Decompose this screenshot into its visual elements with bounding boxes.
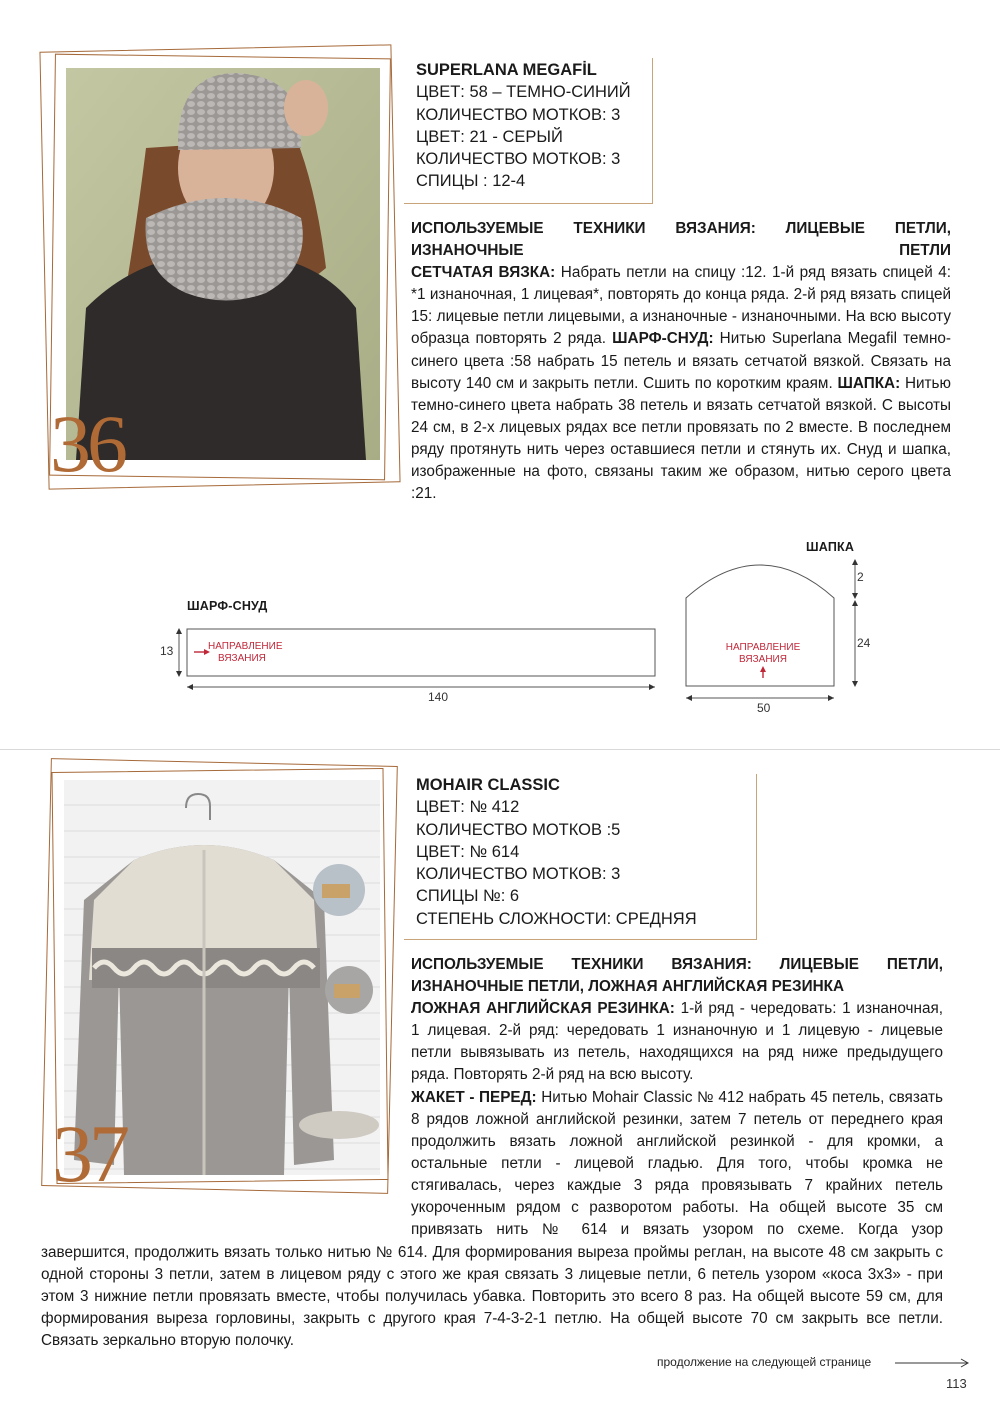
hat-top-dimension: 2: [857, 570, 864, 584]
jacket-front-text: Нитью Mohair Classic № 412 набрать 45 петель, связать 8 рядов ложной английской резинки, затем 7 петель от переднего края продолжить вязать ложной английской резинкой - для кромки, а остальные петли - лицевой гладью. Для того, чтобы кромка не стягивалась, через каждые 3 ряда провязывать 7 крайних петель укороченным рядом с разворотом работы. На общей высоте 35 см привязать нить № 614 и вязать узором по схеме. Когда узор: [411, 1088, 943, 1239]
hat-diagram: [680, 552, 880, 722]
page-number: 113: [946, 1376, 967, 1391]
rib-text: 1-й ряд - чередовать: 1 изнаночная, 1 лицевая. 2-й ряд: чередовать 1 изнаночную и 1 лицевую - лицевые петли вывязывать из петель, находящихся на ряд ниже предыдущего ряда. Повторять 2-й ряд на всю высоту.: [411, 1000, 944, 1084]
knitting-direction-label: [718, 642, 808, 666]
info-border: [756, 774, 757, 940]
info-border: [404, 939, 757, 940]
yarn-detail: ЦВЕТ: № 614: [416, 842, 520, 861]
direction-line: НАПРАВЛЕНИЕ: [725, 642, 801, 653]
pattern-36-yarn-info: [416, 59, 631, 193]
scarf-snood-title: ШАРФ-СНУД:: [612, 330, 714, 348]
mesh-stitch-text: Набрать петли на спицу :12. 1-й ряд вязать спицей 4: *1 изнаночная, 1 лицевая*, повторять до конца ряда. 2-й ряд вязать спицей 15: лицевые петли лицевыми, а изнаночные - изнаночными. На всю высоту образца повторять 2 ряда.: [411, 264, 951, 348]
techniques-heading: ИСПОЛЬЗУЕМЫЕ ТЕХНИКИ ВЯЗАНИЯ: ЛИЦЕВЫЕ ПЕТЛИ, ИЗНАНОЧНЫЕ ПЕТЛИ: [411, 220, 951, 260]
hat-height-dimension: 24: [857, 636, 871, 650]
mesh-stitch-title: СЕТЧАТАЯ ВЯЗКА:: [411, 264, 556, 282]
info-border: [652, 58, 653, 204]
yarn-detail: ЦВЕТ: 21 - СЕРЫЙ: [416, 127, 563, 146]
section-divider: [0, 749, 1000, 750]
pattern-37-instructions: [411, 954, 943, 1241]
hat-title: ШАПКА:: [837, 374, 901, 392]
yarn-name: MOHAIR CLASSIC: [416, 776, 560, 794]
direction-line: ВЯЗАНИЯ: [218, 653, 266, 664]
yarn-detail: СПИЦЫ №: 6: [416, 887, 520, 906]
jacket-front-title: ЖАКЕТ - ПЕРЕД:: [411, 1088, 537, 1106]
pattern-number: 36: [50, 398, 124, 489]
yarn-detail: КОЛИЧЕСТВО МОТКОВ: 3: [416, 865, 621, 884]
yarn-detail: СПИЦЫ : 12-4: [416, 172, 526, 191]
hat-label: ШАПКА: [806, 540, 855, 554]
knitting-direction-label: [208, 641, 283, 665]
scarf-label: ШАРФ-СНУД: [187, 599, 268, 613]
techniques-heading: ИЗНАНОЧНЫЕ ПЕТЛИ, ЛОЖНАЯ АНГЛИЙСКАЯ РЕЗИНКА: [411, 978, 845, 996]
direction-line: ВЯЗАНИЯ: [739, 654, 787, 665]
hat-text: Нитью темно-синего цвета набрать 38 петель и вязать сетчатой вязкой. С высоты 24 см, в 2-х лицевых рядах все петли провязать по 2 вместе. В последнем ряду протянуть нить через оставшиеся петли и стянуть их. Снуд и шапка, изображенные на фото, связаны таким же образом, нитью серого цвета :21.: [411, 374, 952, 503]
arrow-right-icon: [895, 1356, 971, 1370]
yarn-name: SUPERLANA MEGAFİL: [416, 61, 597, 79]
scarf-diagram: [160, 620, 680, 710]
yarn-detail: ЦВЕТ: 58 – ТЕМНО-СИНИЙ: [416, 83, 631, 102]
pattern-37-instructions-continued: [41, 1242, 943, 1352]
scarf-height-dimension: 13: [160, 644, 174, 658]
pattern-number: 37: [52, 1108, 126, 1199]
yarn-detail: КОЛИЧЕСТВО МОТКОВ: 3: [416, 105, 621, 124]
hat-width-dimension: 50: [757, 701, 771, 715]
rib-title: ЛОЖНАЯ АНГЛИЙСКАЯ РЕЗИНКА:: [411, 1000, 675, 1018]
pattern-37-yarn-info: [416, 774, 697, 930]
yarn-detail: ЦВЕТ: № 412: [416, 798, 520, 817]
direction-line: НАПРАВЛЕНИЕ: [208, 641, 283, 652]
pattern-36-instructions: [411, 218, 951, 505]
yarn-detail: КОЛИЧЕСТВО МОТКОВ :5: [416, 820, 621, 839]
scarf-length-dimension: 140: [428, 690, 449, 704]
info-border: [404, 203, 653, 204]
continued-note: продолжение на следующей странице: [657, 1355, 872, 1369]
yarn-detail: СТЕПЕНЬ СЛОЖНОСТИ: СРЕДНЯЯ: [416, 909, 697, 928]
techniques-heading: ИСПОЛЬЗУЕМЫЕ ТЕХНИКИ ВЯЗАНИЯ: ЛИЦЕВЫЕ ПЕТЛИ,: [411, 956, 943, 973]
jacket-front-text-continued: завершится, продолжить вязать только нитью № 614. Для формирования выреза проймы реглан, на высоте 48 см закрыть с одной стороны 3 петли, затем в лицевом ряду с этого же края связать 3 лицевые петли, 6 петель узором «коса 3х3» - при этом 3 нижние петли провязать вместе, чтобы получилась убавка. Повторить это всего 8 раз. На общей высоте 59 см, для формирования выреза горловины, закрыть с другого края 7-4-3-2-1 петлю. На общей высоте 70 см закрыть все петли. Связать зеркально вторую полочку.: [41, 1244, 943, 1350]
scarf-snood-text: Нитью Superlana Megafil темно-синего цвета :58 набрать 15 петель и вязать сетчатой вязкой. Связать на высоту 140 см и закрыть петли. Сшить по коротким краям.: [411, 330, 951, 392]
yarn-detail: КОЛИЧЕСТВО МОТКОВ: 3: [416, 150, 621, 169]
